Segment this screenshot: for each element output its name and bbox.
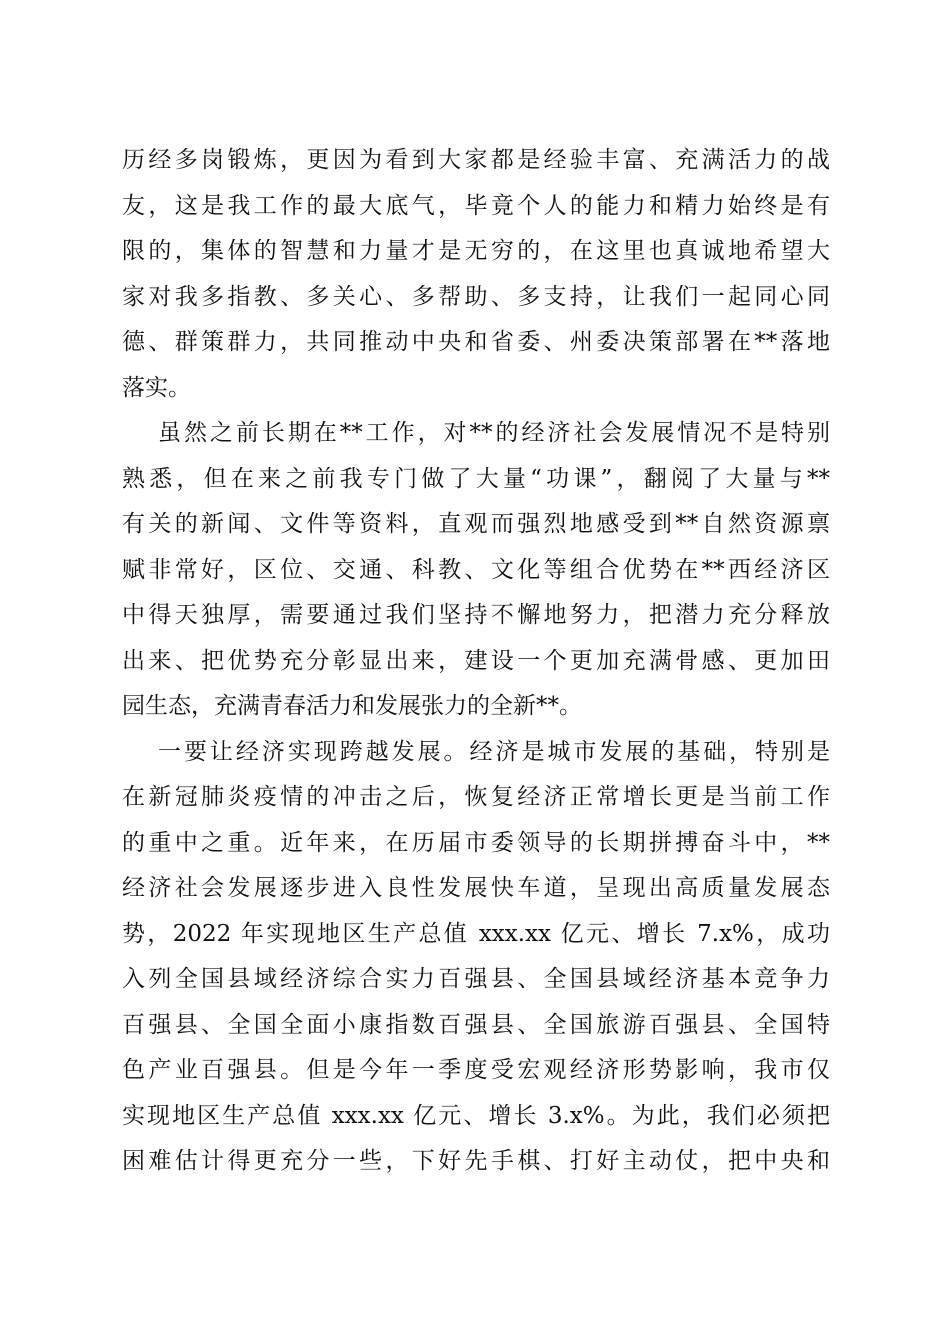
text-line: 经济社会发展逐步进入良性发展快车道，呈现出高质量发展态 (122, 875, 830, 901)
text-line: 有关的新闻、文件等资料，直观而强烈地感受到**自然资源禀 (122, 511, 830, 537)
text-line: 限的，集体的智慧和力量才是无穷的，在这里也真诚地希望大 (122, 238, 830, 264)
text-line: 势，2022 年实现地区生产总值 xxx.xx 亿元、增长 7.x%，成功 (122, 920, 830, 947)
text-line: 一要让经济实现跨越发展。经济是城市发展的基础，特别是 (158, 738, 830, 765)
text-line: 虽然之前长期在**工作，对**的经济社会发展情况不是特别 (158, 420, 830, 446)
text-line: 困难估计得更充分一些，下好先手棋、打好主动仗，把中央和 (122, 1148, 830, 1174)
text-line: 的重中之重。近年来，在历届市委领导的长期拼搏奋斗中，** (122, 829, 830, 856)
text-line: 入列全国县域经济综合实力百强县、全国县域经济基本竞争力 (122, 966, 830, 992)
text-line: 实现地区生产总值 xxx.xx 亿元、增长 3.x%。为此，我们必须把 (122, 1102, 830, 1129)
text-line: 百强县、全国全面小康指数百强县、全国旅游百强县、全国特 (122, 1011, 830, 1038)
text-line: 友，这是我工作的最大底气，毕竟个人的能力和精力始终是有 (122, 192, 830, 219)
text-line: 出来、把优势充分彰显出来，建设一个更加充满骨感、更加田 (122, 647, 830, 674)
paragraph-1 (122, 138, 830, 411)
text-line: 园生态，充满青春活力和发展张力的全新**。 (122, 693, 582, 719)
paragraph-3 (122, 730, 830, 1185)
text-line: 在新冠肺炎疫情的冲击之后，恢复经济正常增长更是当前工作 (122, 784, 830, 810)
text-line: 家对我多指教、多关心、多帮助、多支持，让我们一起同心同 (122, 283, 830, 310)
document-body (122, 138, 830, 1185)
text-line: 色产业百强县。但是今年一季度受宏观经济形势影响，我市仅 (122, 1057, 830, 1083)
text-line: 历经多岗锻炼，更因为看到大家都是经验丰富、充满活力的战 (122, 147, 830, 173)
text-line: 德、群策群力，共同推动中央和省委、州委决策部署在**落地 (122, 329, 830, 355)
text-line: 赋非常好，区位、交通、科教、文化等组合优势在**西经济区 (122, 556, 830, 583)
text-line: 中得天独厚，需要通过我们坚持不懈地努力，把潜力充分释放 (122, 602, 830, 628)
paragraph-2 (122, 411, 830, 730)
text-line: 熟悉，但在来之前我专门做了大量“功课”，翻阅了大量与** (122, 465, 830, 492)
text-line: 落实。 (122, 374, 191, 401)
